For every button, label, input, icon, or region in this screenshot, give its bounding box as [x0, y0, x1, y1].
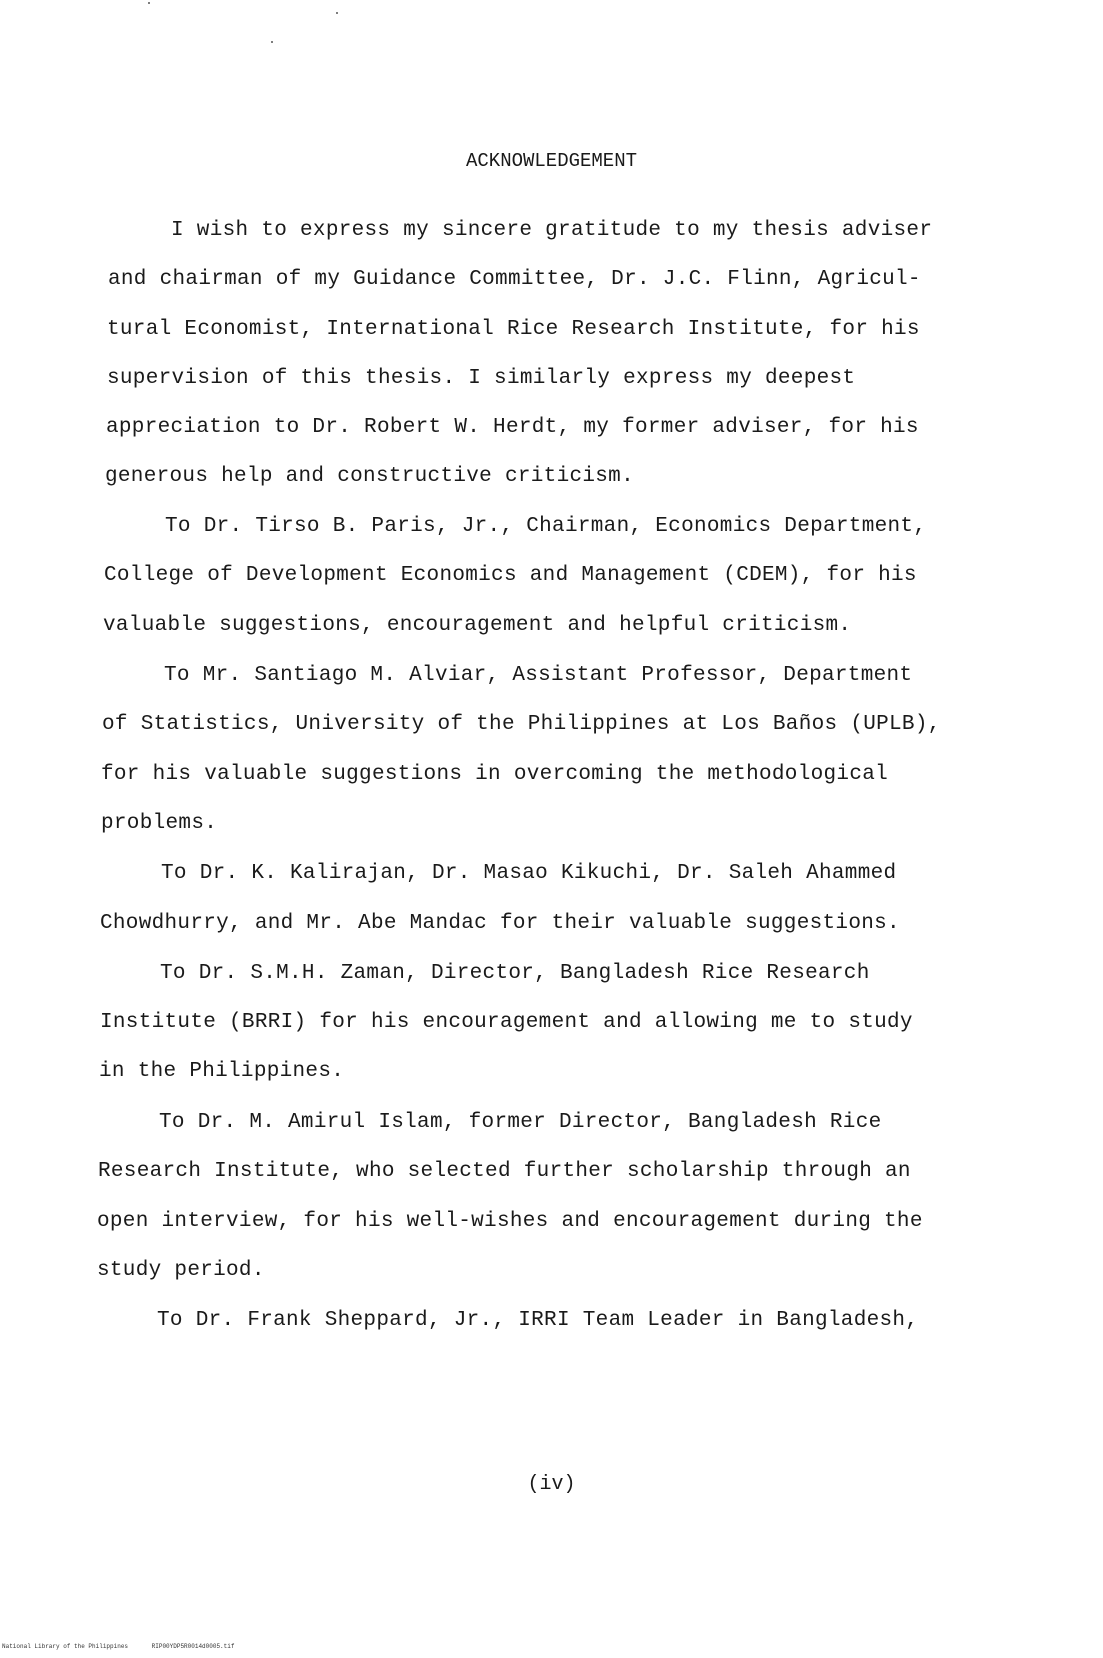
text-line: in the Philippines. [99, 1060, 345, 1083]
text-line: generous help and constructive criticism. [105, 465, 634, 488]
text-line: supervision of this thesis. I similarly express my deepest [107, 367, 856, 390]
text-line: College of Development Economics and Management (CDEM), for his [104, 564, 917, 587]
text-line: To Dr. S.M.H. Zaman, Director, Bangladesh Rice Research [160, 962, 870, 985]
text-line: To Dr. M. Amirul Islam, former Director, Bangladesh Rice [159, 1111, 882, 1134]
text-line: open interview, for his well-wishes and encouragement during the [97, 1210, 923, 1233]
text-line: study period. [97, 1259, 265, 1282]
scan-speck [148, 2, 150, 4]
text-line: To Dr. Frank Sheppard, Jr., IRRI Team Leader in Bangladesh, [157, 1309, 919, 1332]
text-line: I wish to express my sincere gratitude to my thesis adviser [171, 219, 933, 242]
text-line: tural Economist, International Rice Research Institute, for his [107, 318, 920, 341]
page-number: (iv) [527, 1473, 576, 1496]
text-line: and chairman of my Guidance Committee, Dr. J.C. Flinn, Agricul- [108, 268, 921, 291]
text-line: To Dr. Tirso B. Paris, Jr., Chairman, Economics Department, [165, 515, 927, 538]
text-line: problems. [101, 812, 218, 835]
footer-library: National Library of the Philippines [2, 1643, 129, 1650]
text-line: appreciation to Dr. Robert W. Herdt, my former adviser, for his [106, 416, 919, 439]
scan-footer [2, 1643, 254, 1650]
scan-speck [271, 41, 273, 43]
text-line: To Dr. K. Kalirajan, Dr. Masao Kikuchi, Dr. Saleh Ahammed [161, 862, 897, 885]
text-line: Research Institute, who selected further scholarship through an [98, 1160, 911, 1183]
text-line: To Mr. Santiago M. Alviar, Assistant Professor, Department [164, 664, 913, 687]
footer-file-id: RIP00YDP5R0014d0005.tif [151, 1643, 235, 1650]
scan-speck [336, 12, 338, 14]
page-title: ACKNOWLEDGEMENT [465, 150, 638, 172]
text-line: of Statistics, University of the Philippines at Los Baños (UPLB), [102, 713, 941, 736]
text-line: valuable suggestions, encouragement and helpful criticism. [103, 614, 852, 637]
text-line: Institute (BRRI) for his encouragement and allowing me to study [100, 1011, 913, 1034]
text-line: for his valuable suggestions in overcoming the methodological [101, 763, 889, 786]
text-line: Chowdhurry, and Mr. Abe Mandac for their valuable suggestions. [100, 912, 900, 935]
